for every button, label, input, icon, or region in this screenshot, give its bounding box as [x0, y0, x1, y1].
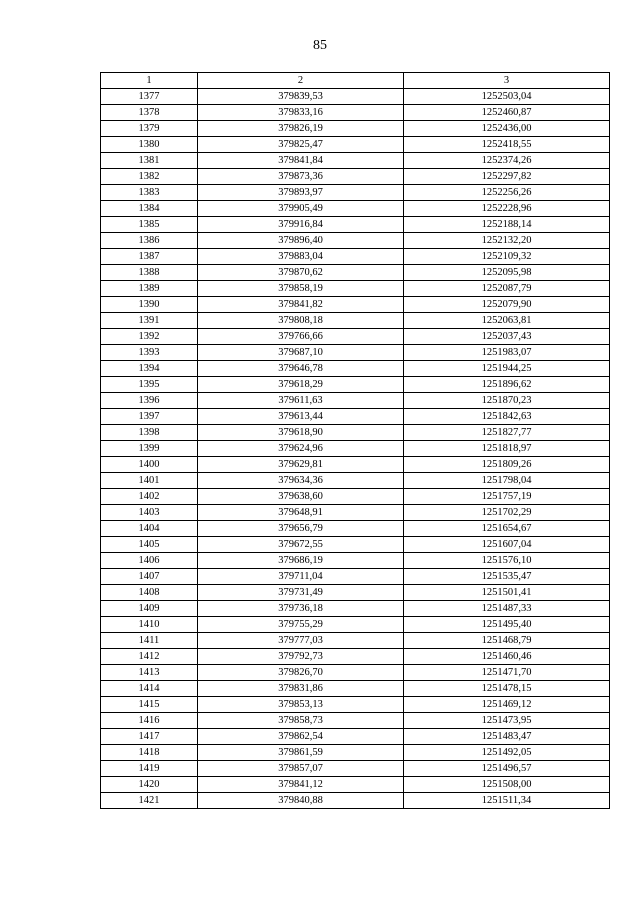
header-cell-2: 2 [198, 73, 404, 89]
x-coordinate-cell: 379638,60 [198, 489, 404, 505]
table-row [101, 409, 610, 425]
table-row [101, 137, 610, 153]
x-coordinate-cell: 379841,84 [198, 153, 404, 169]
point-number-cell: 1388 [101, 265, 198, 281]
x-coordinate-cell: 379870,62 [198, 265, 404, 281]
y-coordinate-cell: 1251654,67 [404, 521, 610, 537]
x-coordinate-cell: 379731,49 [198, 585, 404, 601]
point-number-cell: 1420 [101, 777, 198, 793]
table-row [101, 249, 610, 265]
y-coordinate-cell: 1251501,41 [404, 585, 610, 601]
x-coordinate-cell: 379808,18 [198, 313, 404, 329]
y-coordinate-cell: 1251535,47 [404, 569, 610, 585]
point-number-cell: 1410 [101, 617, 198, 633]
y-coordinate-cell: 1251983,07 [404, 345, 610, 361]
coordinates-table [100, 72, 610, 809]
point-number-cell: 1378 [101, 105, 198, 121]
y-coordinate-cell: 1252188,14 [404, 217, 610, 233]
table-row [101, 713, 610, 729]
table-row [101, 521, 610, 537]
x-coordinate-cell: 379857,07 [198, 761, 404, 777]
table-row [101, 329, 610, 345]
table-row [101, 185, 610, 201]
table-row [101, 697, 610, 713]
x-coordinate-cell: 379618,90 [198, 425, 404, 441]
table-row [101, 89, 610, 105]
x-coordinate-cell: 379629,81 [198, 457, 404, 473]
y-coordinate-cell: 1251473,95 [404, 713, 610, 729]
point-number-cell: 1421 [101, 793, 198, 809]
table-row [101, 169, 610, 185]
point-number-cell: 1396 [101, 393, 198, 409]
x-coordinate-cell: 379826,70 [198, 665, 404, 681]
point-number-cell: 1409 [101, 601, 198, 617]
y-coordinate-cell: 1252297,82 [404, 169, 610, 185]
point-number-cell: 1379 [101, 121, 198, 137]
table-row [101, 105, 610, 121]
x-coordinate-cell: 379862,54 [198, 729, 404, 745]
table-row [101, 569, 610, 585]
y-coordinate-cell: 1252087,79 [404, 281, 610, 297]
x-coordinate-cell: 379755,29 [198, 617, 404, 633]
y-coordinate-cell: 1251492,05 [404, 745, 610, 761]
x-coordinate-cell: 379648,91 [198, 505, 404, 521]
y-coordinate-cell: 1251607,04 [404, 537, 610, 553]
y-coordinate-cell: 1251827,77 [404, 425, 610, 441]
y-coordinate-cell: 1252132,20 [404, 233, 610, 249]
y-coordinate-cell: 1251468,79 [404, 633, 610, 649]
x-coordinate-cell: 379825,47 [198, 137, 404, 153]
point-number-cell: 1397 [101, 409, 198, 425]
table-row [101, 457, 610, 473]
y-coordinate-cell: 1251757,19 [404, 489, 610, 505]
point-number-cell: 1404 [101, 521, 198, 537]
point-number-cell: 1387 [101, 249, 198, 265]
table-row [101, 313, 610, 329]
x-coordinate-cell: 379618,29 [198, 377, 404, 393]
x-coordinate-cell: 379905,49 [198, 201, 404, 217]
y-coordinate-cell: 1251870,23 [404, 393, 610, 409]
x-coordinate-cell: 379858,19 [198, 281, 404, 297]
y-coordinate-cell: 1251818,97 [404, 441, 610, 457]
y-coordinate-cell: 1252079,90 [404, 297, 610, 313]
table-row [101, 537, 610, 553]
point-number-cell: 1382 [101, 169, 198, 185]
x-coordinate-cell: 379613,44 [198, 409, 404, 425]
point-number-cell: 1393 [101, 345, 198, 361]
table-row [101, 345, 610, 361]
x-coordinate-cell: 379711,04 [198, 569, 404, 585]
table-row [101, 121, 610, 137]
x-coordinate-cell: 379831,86 [198, 681, 404, 697]
y-coordinate-cell: 1251511,34 [404, 793, 610, 809]
point-number-cell: 1391 [101, 313, 198, 329]
point-number-cell: 1405 [101, 537, 198, 553]
y-coordinate-cell: 1251495,40 [404, 617, 610, 633]
point-number-cell: 1390 [101, 297, 198, 313]
table-row [101, 777, 610, 793]
table-row [101, 729, 610, 745]
x-coordinate-cell: 379841,82 [198, 297, 404, 313]
y-coordinate-cell: 1251478,15 [404, 681, 610, 697]
y-coordinate-cell: 1252418,55 [404, 137, 610, 153]
table-body [101, 89, 610, 809]
point-number-cell: 1381 [101, 153, 198, 169]
header-cell-3: 3 [404, 73, 610, 89]
table-row [101, 201, 610, 217]
x-coordinate-cell: 379736,18 [198, 601, 404, 617]
table-row [101, 393, 610, 409]
point-number-cell: 1411 [101, 633, 198, 649]
table-row [101, 377, 610, 393]
point-number-cell: 1401 [101, 473, 198, 489]
table-row [101, 297, 610, 313]
x-coordinate-cell: 379873,36 [198, 169, 404, 185]
table-row [101, 361, 610, 377]
x-coordinate-cell: 379656,79 [198, 521, 404, 537]
point-number-cell: 1408 [101, 585, 198, 601]
y-coordinate-cell: 1251702,29 [404, 505, 610, 521]
y-coordinate-cell: 1251508,00 [404, 777, 610, 793]
x-coordinate-cell: 379883,04 [198, 249, 404, 265]
point-number-cell: 1414 [101, 681, 198, 697]
point-number-cell: 1415 [101, 697, 198, 713]
y-coordinate-cell: 1252460,87 [404, 105, 610, 121]
point-number-cell: 1400 [101, 457, 198, 473]
x-coordinate-cell: 379624,96 [198, 441, 404, 457]
point-number-cell: 1394 [101, 361, 198, 377]
table-row [101, 505, 610, 521]
x-coordinate-cell: 379840,88 [198, 793, 404, 809]
table-header [101, 73, 610, 89]
table-row [101, 793, 610, 809]
y-coordinate-cell: 1251576,10 [404, 553, 610, 569]
y-coordinate-cell: 1251460,46 [404, 649, 610, 665]
table-row [101, 649, 610, 665]
x-coordinate-cell: 379916,84 [198, 217, 404, 233]
table-row [101, 489, 610, 505]
header-row [101, 73, 610, 89]
y-coordinate-cell: 1251842,63 [404, 409, 610, 425]
point-number-cell: 1406 [101, 553, 198, 569]
x-coordinate-cell: 379861,59 [198, 745, 404, 761]
table-row [101, 553, 610, 569]
x-coordinate-cell: 379839,53 [198, 89, 404, 105]
y-coordinate-cell: 1251896,62 [404, 377, 610, 393]
table-row [101, 617, 610, 633]
y-coordinate-cell: 1251469,12 [404, 697, 610, 713]
point-number-cell: 1383 [101, 185, 198, 201]
point-number-cell: 1377 [101, 89, 198, 105]
y-coordinate-cell: 1252037,43 [404, 329, 610, 345]
y-coordinate-cell: 1252095,98 [404, 265, 610, 281]
table-row [101, 681, 610, 697]
y-coordinate-cell: 1252063,81 [404, 313, 610, 329]
x-coordinate-cell: 379777,03 [198, 633, 404, 649]
table-row [101, 585, 610, 601]
header-cell-1: 1 [101, 73, 198, 89]
table-row [101, 233, 610, 249]
table-row [101, 665, 610, 681]
x-coordinate-cell: 379792,73 [198, 649, 404, 665]
y-coordinate-cell: 1252256,26 [404, 185, 610, 201]
x-coordinate-cell: 379687,10 [198, 345, 404, 361]
x-coordinate-cell: 379686,19 [198, 553, 404, 569]
y-coordinate-cell: 1251471,70 [404, 665, 610, 681]
point-number-cell: 1399 [101, 441, 198, 457]
point-number-cell: 1389 [101, 281, 198, 297]
point-number-cell: 1395 [101, 377, 198, 393]
table-row [101, 633, 610, 649]
table-row [101, 153, 610, 169]
point-number-cell: 1412 [101, 649, 198, 665]
x-coordinate-cell: 379672,55 [198, 537, 404, 553]
y-coordinate-cell: 1251496,57 [404, 761, 610, 777]
point-number-cell: 1398 [101, 425, 198, 441]
y-coordinate-cell: 1251483,47 [404, 729, 610, 745]
x-coordinate-cell: 379611,63 [198, 393, 404, 409]
x-coordinate-cell: 379634,36 [198, 473, 404, 489]
point-number-cell: 1392 [101, 329, 198, 345]
x-coordinate-cell: 379841,12 [198, 777, 404, 793]
y-coordinate-cell: 1251487,33 [404, 601, 610, 617]
point-number-cell: 1418 [101, 745, 198, 761]
y-coordinate-cell: 1251809,26 [404, 457, 610, 473]
y-coordinate-cell: 1251944,25 [404, 361, 610, 377]
table-row [101, 281, 610, 297]
x-coordinate-cell: 379853,13 [198, 697, 404, 713]
table-row [101, 761, 610, 777]
x-coordinate-cell: 379766,66 [198, 329, 404, 345]
x-coordinate-cell: 379896,40 [198, 233, 404, 249]
point-number-cell: 1417 [101, 729, 198, 745]
x-coordinate-cell: 379833,16 [198, 105, 404, 121]
x-coordinate-cell: 379826,19 [198, 121, 404, 137]
point-number-cell: 1407 [101, 569, 198, 585]
point-number-cell: 1385 [101, 217, 198, 233]
point-number-cell: 1416 [101, 713, 198, 729]
point-number-cell: 1403 [101, 505, 198, 521]
y-coordinate-cell: 1251798,04 [404, 473, 610, 489]
x-coordinate-cell: 379858,73 [198, 713, 404, 729]
y-coordinate-cell: 1252503,04 [404, 89, 610, 105]
y-coordinate-cell: 1252109,32 [404, 249, 610, 265]
table-row [101, 425, 610, 441]
page-number: 85 [313, 38, 327, 53]
table-row [101, 473, 610, 489]
point-number-cell: 1419 [101, 761, 198, 777]
x-coordinate-cell: 379893,97 [198, 185, 404, 201]
point-number-cell: 1402 [101, 489, 198, 505]
y-coordinate-cell: 1252228,96 [404, 201, 610, 217]
table-row [101, 745, 610, 761]
point-number-cell: 1386 [101, 233, 198, 249]
point-number-cell: 1413 [101, 665, 198, 681]
y-coordinate-cell: 1252374,26 [404, 153, 610, 169]
y-coordinate-cell: 1252436,00 [404, 121, 610, 137]
point-number-cell: 1384 [101, 201, 198, 217]
table-row [101, 441, 610, 457]
point-number-cell: 1380 [101, 137, 198, 153]
table-row [101, 601, 610, 617]
table-row [101, 217, 610, 233]
table-row [101, 265, 610, 281]
x-coordinate-cell: 379646,78 [198, 361, 404, 377]
